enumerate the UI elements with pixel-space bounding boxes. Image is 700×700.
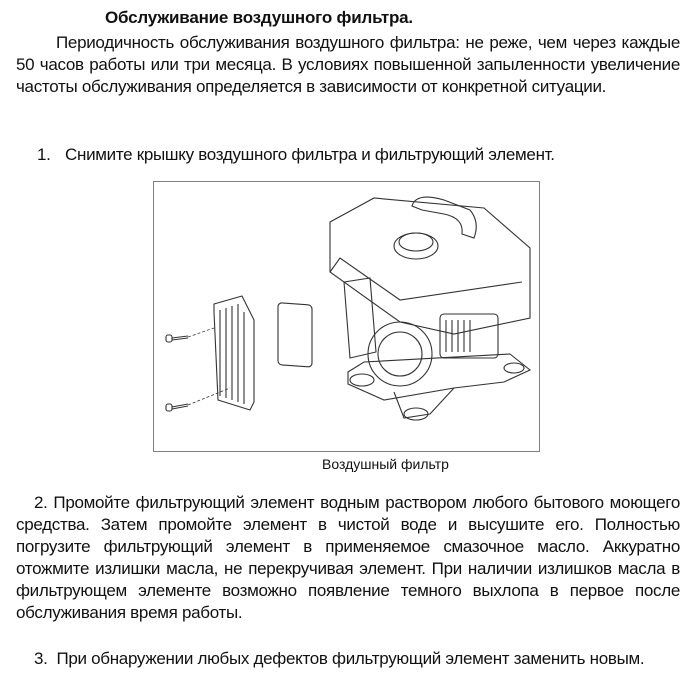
intro-paragraph: Периодичность обслуживания воздушного фильтра: не реже, чем через каждые 50 часов работы или три месяца. В условиях повышенной запыленности увеличение частоты обслуживания определяется в зависимости от конкретной ситуации. (16, 33, 680, 96)
step-2 (16, 492, 680, 624)
step-number: 2. (34, 493, 48, 512)
step-text: Промойте фильтрующий элемент водным раствором любого бытового моющего средства. Затем промойте элемент в чистой воде и высушите его. Полностью погрузите фильтрующий элемент в применяемое смазочное масло. Аккуратно отожмите излишки масла, не перекручивая элемент. При наличии излишков масла в фильтрующем элементе возможно появление темного выхлопа в первое после обслуживания время работы. (16, 493, 680, 622)
filter-element (278, 303, 312, 367)
section-title: Обслуживание воздушного фильтра. (105, 8, 413, 27)
step-3 (16, 648, 680, 670)
step-text: При обнаружении любых дефектов фильтрующий элемент заменить новым. (56, 649, 645, 668)
generator-body (330, 197, 530, 420)
generator-illustration (154, 182, 538, 450)
step-text: Снимите крышку воздушного фильтра и фильтрующий элемент. (65, 145, 555, 164)
step-1 (37, 145, 555, 165)
filter-cover (214, 296, 254, 410)
step-number: 3. (34, 649, 48, 668)
screw-icon (166, 328, 214, 342)
air-filter-figure (153, 181, 540, 452)
step-number: 1. (37, 145, 51, 164)
figure-caption: Воздушный фильтр (322, 456, 449, 472)
